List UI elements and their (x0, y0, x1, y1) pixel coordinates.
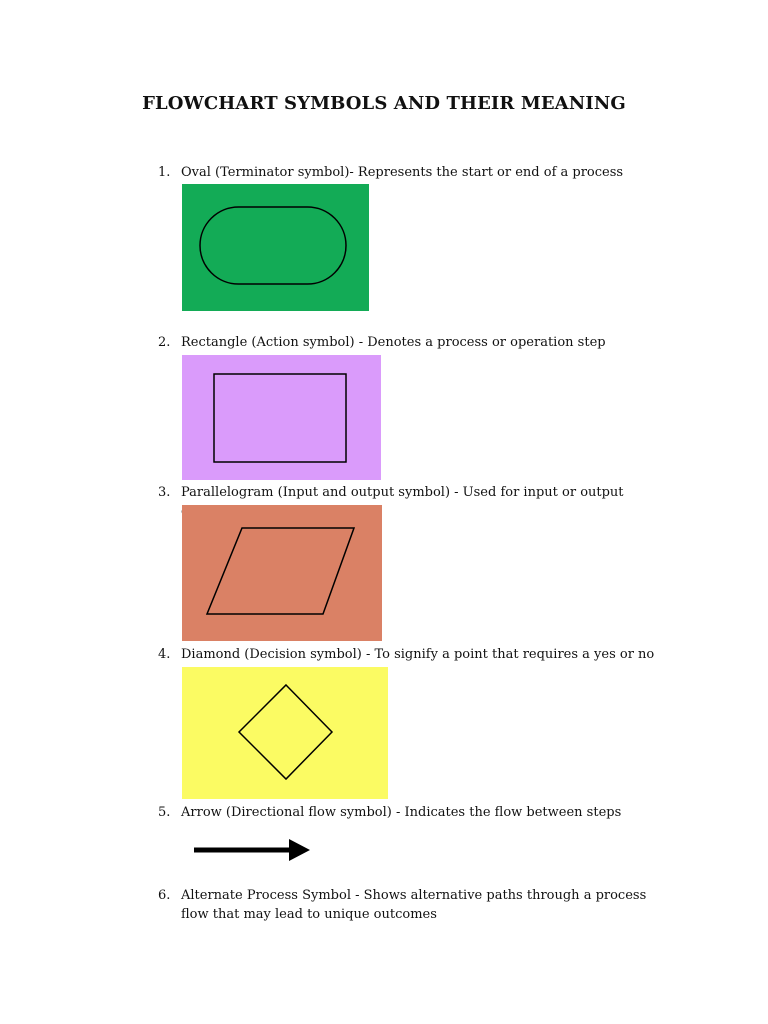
item-description: Arrow (Directional flow symbol) - Indicates the flow between steps (181, 805, 622, 820)
parallelogram-icon (182, 505, 382, 641)
item-number: 4. (158, 647, 171, 662)
rectangle-icon (182, 355, 381, 480)
oval-symbol-box (182, 184, 369, 311)
item-number: 2. (158, 335, 171, 350)
diamond-icon (182, 667, 388, 799)
item-description: Alternate Process Symbol - Shows alternative paths through a process flow that may lead to unique outcomes (181, 888, 647, 922)
diamond-symbol-box (182, 667, 388, 799)
item-description: Rectangle (Action symbol) - Denotes a process or operation step (181, 335, 606, 350)
item-description: Diamond (Decision symbol) - To signify a point that requires a yes or no (181, 647, 655, 662)
oval-icon (182, 184, 369, 311)
parallelogram-symbol-box (182, 505, 382, 641)
rectangle-symbol-box (182, 355, 381, 480)
item-number: 1. (158, 165, 171, 180)
arrow-icon (192, 836, 316, 864)
item-description: Parallelogram (Input and output symbol) - Used for input or output (181, 485, 624, 500)
item-number: 5. (158, 805, 171, 820)
item-description: Oval (Terminator symbol)- Represents the start or end of a process (181, 165, 624, 180)
arrow-symbol (192, 836, 316, 864)
page-title: FLOWCHART SYMBOLS AND THEIR MEANING (142, 93, 626, 114)
item-number: 3. (158, 485, 171, 500)
item-number: 6. (158, 888, 171, 903)
